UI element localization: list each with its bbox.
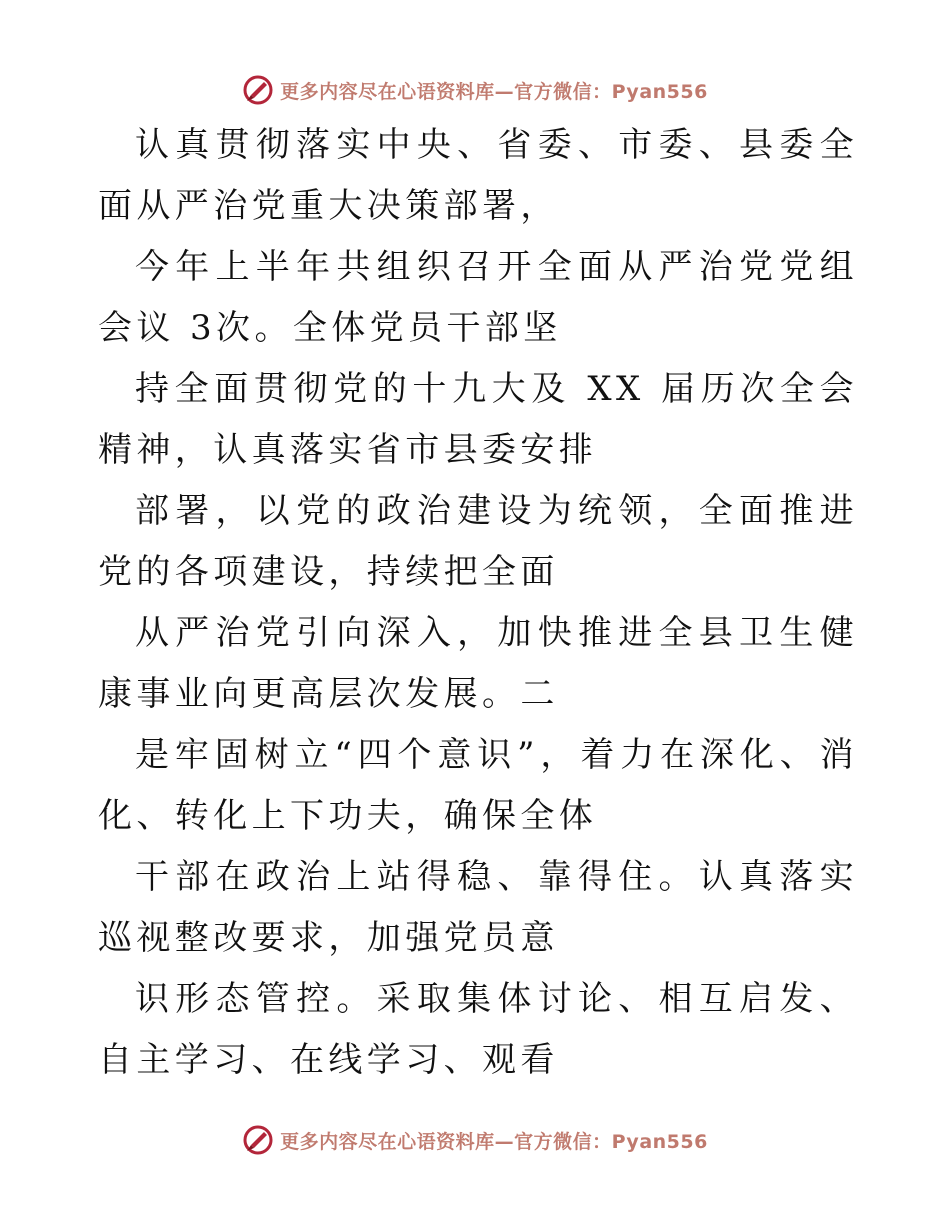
- header-banner-text: 更多内容尽在心语资料库—官方微信：Pyan556: [280, 80, 708, 103]
- footer-banner: [0, 1120, 950, 1160]
- paragraph-7: 干部在政治上站得稳、靠得住。认真落实巡视整改要求，加强党员意: [98, 857, 858, 958]
- paragraph-5: 从严治党引向深入，加快推进全县卫生健康事业向更高层次发展。二: [98, 613, 858, 714]
- document-body: [98, 115, 858, 1091]
- paragraph-8: 识形态管控。采取集体讨论、相互启发、自主学习、在线学习、观看: [98, 979, 858, 1080]
- paragraph-4: 部署，以党的政治建设为统领，全面推进党的各项建设，持续把全面: [98, 491, 858, 592]
- brand-logo-icon: [242, 74, 274, 106]
- brand-logo-icon: [242, 1124, 274, 1156]
- header-banner: [0, 70, 950, 110]
- paragraph-3: 持全面贯彻党的十九大及 XX 届历次全会精神，认真落实省市县委安排: [98, 369, 858, 470]
- paragraph-2: 今年上半年共组织召开全面从严治党党组会议 3次。全体党员干部坚: [98, 247, 858, 348]
- paragraph-1: 认真贯彻落实中央、省委、市委、县委全面从严治党重大决策部署，: [98, 125, 858, 226]
- paragraph-6: 是牢固树立“四个意识”，着力在深化、消化、转化上下功夫，确保全体: [98, 735, 858, 836]
- footer-banner-text: 更多内容尽在心语资料库—官方微信：Pyan556: [280, 1130, 708, 1153]
